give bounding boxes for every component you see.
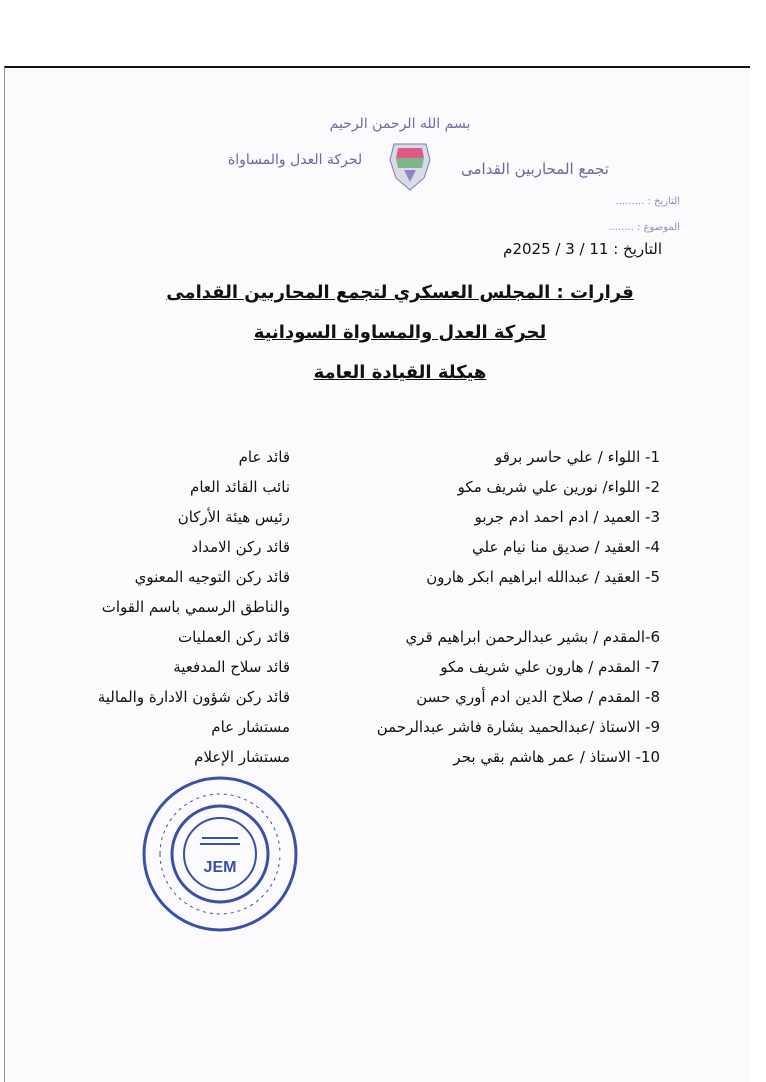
member-name: 7- المقدم / هارون علي شريف مكو [440, 658, 660, 676]
list-item [40, 688, 660, 716]
title-structure: هيكلة القيادة العامة [313, 362, 487, 383]
member-name: 9- الاستاذ /عبدالحميد بشارة فاشر عبدالرحمن [376, 718, 660, 736]
member-name: 5- العقيد / عبدالله ابراهيم ابكر هارون [426, 568, 660, 586]
list-item [40, 538, 660, 566]
member-role: مستشار عام [211, 718, 290, 736]
member-role: قائد ركن شؤون الادارة والمالية [97, 688, 290, 706]
list-item [40, 598, 660, 626]
svg-text:JEM: JEM [203, 859, 237, 876]
jem-logo-icon [380, 138, 440, 194]
member-role: قائد ركن العمليات [178, 628, 290, 646]
member-name: 2- اللواء/ نورين علي شريف مكو [457, 478, 660, 496]
list-item [40, 448, 660, 476]
basmala: بسم الله الرحمن الرحيم [329, 116, 471, 132]
member-role: قائد ركن الامداد [191, 538, 290, 556]
member-role: نائب القائد العام [190, 478, 290, 496]
member-name: 6-المقدم / بشير عبدالرحمن ابراهيم قري [405, 628, 660, 646]
member-role: قائد ركن التوجيه المعنوي [134, 568, 290, 586]
member-name: 10- الاستاذ / عمر هاشم بقي بحر [453, 748, 660, 766]
list-item [40, 568, 660, 596]
member-role: قائد سلاح المدفعية [173, 658, 290, 676]
title-movement: لحركة العدل والمساواة السودانية [253, 322, 547, 343]
list-item [40, 508, 660, 536]
date-placeholder: التاريخ : ......... [615, 196, 680, 207]
list-item [40, 658, 660, 686]
list-item [40, 478, 660, 506]
member-name: 4- العقيد / صديق منا نيام علي [472, 538, 660, 556]
list-item [40, 718, 660, 746]
member-name: 1- اللواء / علي حاسر برقو [494, 448, 660, 466]
member-role: والناطق الرسمي باسم القوات [101, 598, 290, 616]
letterhead [0, 0, 766, 250]
list-item [40, 748, 660, 776]
subject-placeholder: الموضوع : ........ [608, 222, 680, 233]
member-role: مستشار الإعلام [194, 748, 290, 766]
member-role: رئيس هيئة الأركان [177, 508, 290, 526]
organization-stamp-icon [140, 774, 300, 934]
member-name: 8- المقدم / صلاح الدين ادم أوري حسن [416, 688, 660, 706]
org-name-left: لحركة العدل والمساواة [227, 152, 363, 168]
org-name-right: تجمع المحاربين القدامى [461, 160, 609, 178]
member-name: 3- العميد / ادم احمد ادم جربو [474, 508, 660, 526]
list-item [40, 628, 660, 656]
title-decisions: قرارات : المجلس العسكري لتجمع المحاربين القدامى [166, 282, 634, 303]
document-date: التاريخ : 11 / 3 / 2025م [503, 240, 662, 258]
member-role: قائد عام [238, 448, 290, 466]
